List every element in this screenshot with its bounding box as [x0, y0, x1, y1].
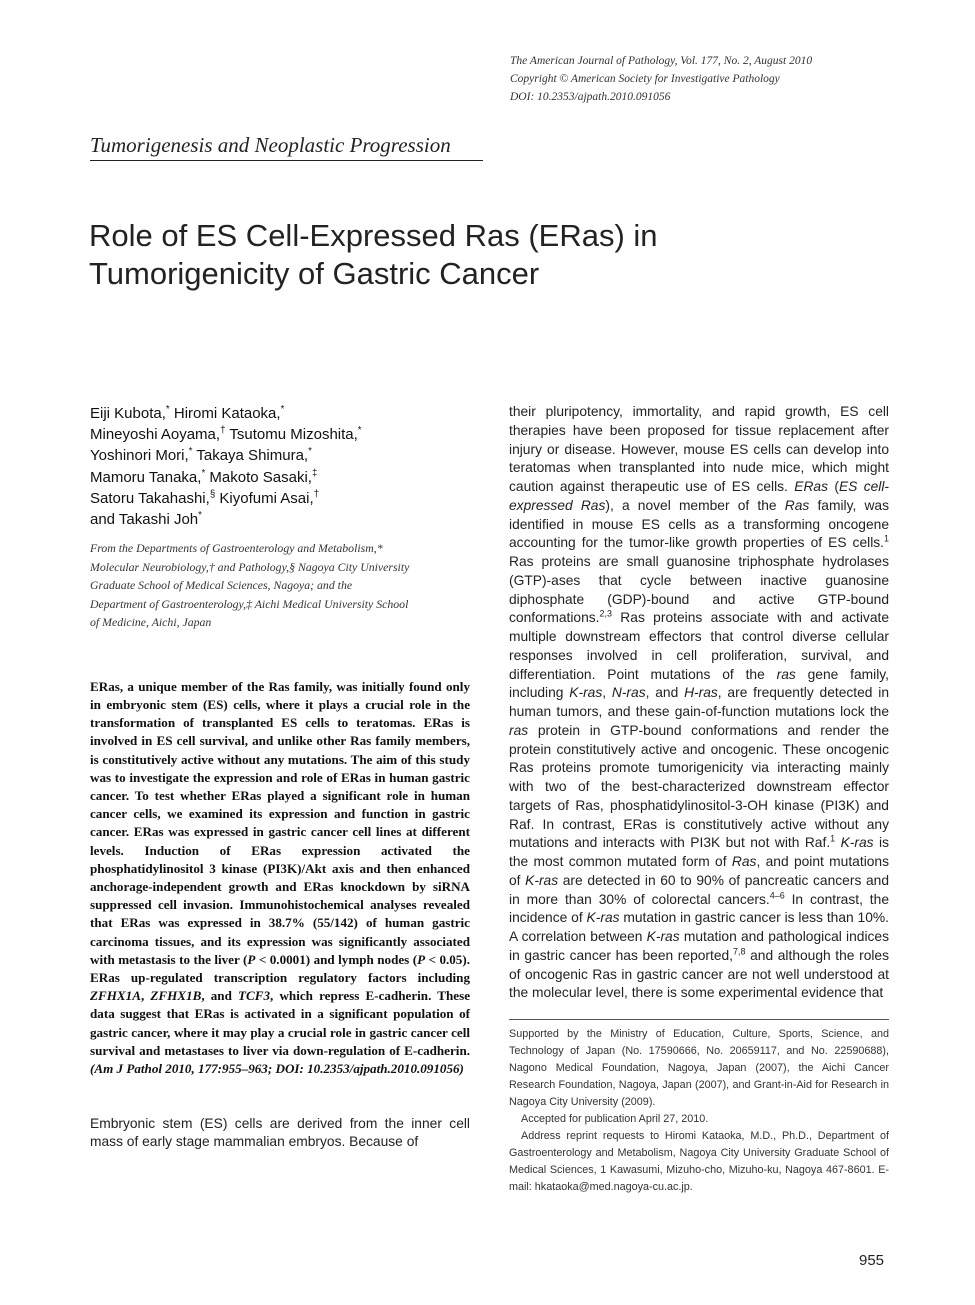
citation-ref: 4–6: [769, 889, 785, 900]
journal-citation: The American Journal of Pathology, Vol. 177, No. 2, August 2010: [510, 55, 813, 67]
journal-header: [510, 52, 910, 106]
citation-ref: 7,8: [733, 946, 746, 957]
author-list: [90, 403, 470, 530]
author-line: Eiji Kubota,* Hiromi Kataoka,*: [90, 404, 285, 422]
author-line: Satoru Takahashi,§ Kiyofumi Asai,†: [90, 488, 320, 507]
intro-paragraph: Embryonic stem (ES) cells are derived from the inner cell mass of early stage mammalian embryos. Because of: [90, 1116, 470, 1150]
title-line-2: Tumorigenicity of Gastric Cancer: [89, 256, 540, 291]
affiliation-line: Molecular Neurobiology,† and Pathology,§ Nagoya City University: [90, 559, 410, 574]
section-heading: Tumorigenesis and Neoplastic Progression: [90, 131, 483, 161]
author-line: and Takashi Joh*: [90, 510, 202, 529]
page-number: 955: [859, 1252, 885, 1269]
abstract: ERas, a unique member of the Ras family, was initially found only in embryonic stem (ES) cells, where it plays a crucial role in the transformation of transplanted ES cells to teratomas. ERas is involved in ES cell survival, and unlike other Ras family members, is constitutively active without any mutations. The aim of this study was to investigate the expression and role of ERas in human gastric cancer. To test whether ERas played a significant role in human cancer cells, we examined its expression and function in gastric cancer. ERas was expressed in gastric cancer cell lines at different levels. Induction of ERas expression activated the phosphatidylinositol 3 kinase (PI3K)/Akt axis and then enhanced anchorage-independent growth and ERas knockdown by siRNA suppressed cell invasion. Immunohistochemical analyses revealed that ERas was expressed in 38.7% (55/142) of human gastric carcinoma tissues, and its expression was significantly associated with metastasis to the liver (P < 0.0001) and lymph nodes (P < 0.05). ERas up-regulated transcription regulatory factors including ZFHX1A, ZFHX1B, and TCF3, which repress E-cadherin. These data suggest that ERas is activated in a significant population of gastric cancer, where it may play a crucial role in gastric cancer cell survival and metastases to liver via down-regulation of E-cadherin. (Am J Pathol 2010, 177:955–963; DOI: 10.2353/ajpath.2010.091056): [90, 678, 471, 1076]
author-line: Yoshinori Mori,* Takaya Shimura,*: [90, 446, 312, 465]
affiliation-line: Graduate School of Medical Sciences, Nagoya; and the: [90, 578, 353, 593]
author-line: Mamoru Tanaka,* Makoto Sasaki,‡: [90, 467, 318, 486]
body-paragraph: their pluripotency, immortality, and rapid growth, ES cell therapies have been proposed for tissue replacement after injury or disease. However, mouse ES cells can develop into teratomas when transplanted into nude mice, which might caution against therapeutic use of ES cells. ERas (ES cell-expressed Ras), a novel member of the Ras family, was identified in mouse ES cells as a transforming oncogene accounting for the tumor-like growth properties of ES cells.$^1$ Ras proteins are small guanosine triphosphate hydrolases (GTP)-ases that cycle between inactive guanosine diphosphate (GDP)-bound and active GTP-bound conformations.$^{2,3}$ Ras proteins associate with and activate multiple downstream effectors that control diverse cellular responses involved in cell proliferation, survival, and differentiation. Point mutations of the ras gene family, including K-ras, N-ras, and H-ras, are frequently detected in human tumors, and these gain-of-function mutations lock the ras protein in GTP-bound conformations and render the protein constitutively active and oncogenic. These oncogenic Ras proteins promote tumorigenicity via interacting mainly with two of the best-characterized downstream effector targets of Ras, phosphatidylinositol-3-OH kinase (PI3K) and Raf. In contrast, ERas is constitutively active without any mutations and interacts with PI3K but not with Raf.$^1$ K-ras is the most common mutated form of Ras, and point mutations of K-ras are detected in 60 to 90% of pancreatic cancers and in more than 30% of colorectal cancers.$^{4-6}$ In contrast, the incidence of K-ras mutation in gastric cancer is less than 10%. A correlation between K-ras mutation and pathological indices in gastric cancer has been reported,$^{7,8}$ and although the roles of oncogenic Ras in gastric cancer are not well understood at the molecular level, there is some experimental evidence that: [509, 404, 890, 1001]
article-title: [89, 217, 849, 293]
affiliation-line: of Medicine, Aichi, Japan: [90, 615, 212, 630]
citation-ref: 1: [830, 833, 836, 844]
footnote-divider: [509, 1019, 889, 1020]
citation-ref: 1: [884, 533, 889, 544]
journal-copyright: Copyright © American Society for Investigative Pathology: [510, 73, 780, 85]
accepted-note: Accepted for publication April 27, 2010.: [521, 1113, 709, 1125]
abstract-citation: (Am J Pathol 2010, 177:955–963; DOI: 10.2353/ajpath.2010.091056): [90, 1060, 464, 1076]
right-column: [509, 403, 889, 1196]
affiliations: [90, 539, 470, 632]
address-note: Address reprint requests to Hiromi Kataoka, M.D., Ph.D., Department of Gastroenterology and Metabolism, Nagoya City University Graduate School of Medical Sciences, 1 Kawasumi, Mizuho-cho, Mizuho-ku, Nagoya 467-8601. E-mail: hkataoka@med.nagoya-cu.ac.jp.: [509, 1130, 889, 1193]
left-column: [90, 403, 470, 1166]
title-line-1: Role of ES Cell-Expressed Ras (ERas) in: [89, 218, 658, 253]
footnotes: [509, 1026, 889, 1196]
affiliation-line: From the Departments of Gastroenterology and Metabolism,*: [90, 541, 383, 556]
affiliation-line: Department of Gastroenterology,‡ Aichi Medical University School: [90, 596, 409, 611]
funding-note: Supported by the Ministry of Education, Culture, Sports, Science, and Technology of Japan (No. 17590666, No. 20659117, and No. 22590688), Nagono Medical Foundation, Nagoya, Japan (2007), the Aichi Cancer Research Foundation, Nagoya, Japan (2007), and Grant-in-Aid for Research in Nagoya City University (2009).: [509, 1028, 889, 1108]
journal-doi: DOI: 10.2353/ajpath.2010.091056: [510, 91, 671, 103]
citation-ref: 2,3: [599, 608, 612, 619]
author-line: Mineyoshi Aoyama,† Tsutomu Mizoshita,*: [90, 425, 362, 444]
